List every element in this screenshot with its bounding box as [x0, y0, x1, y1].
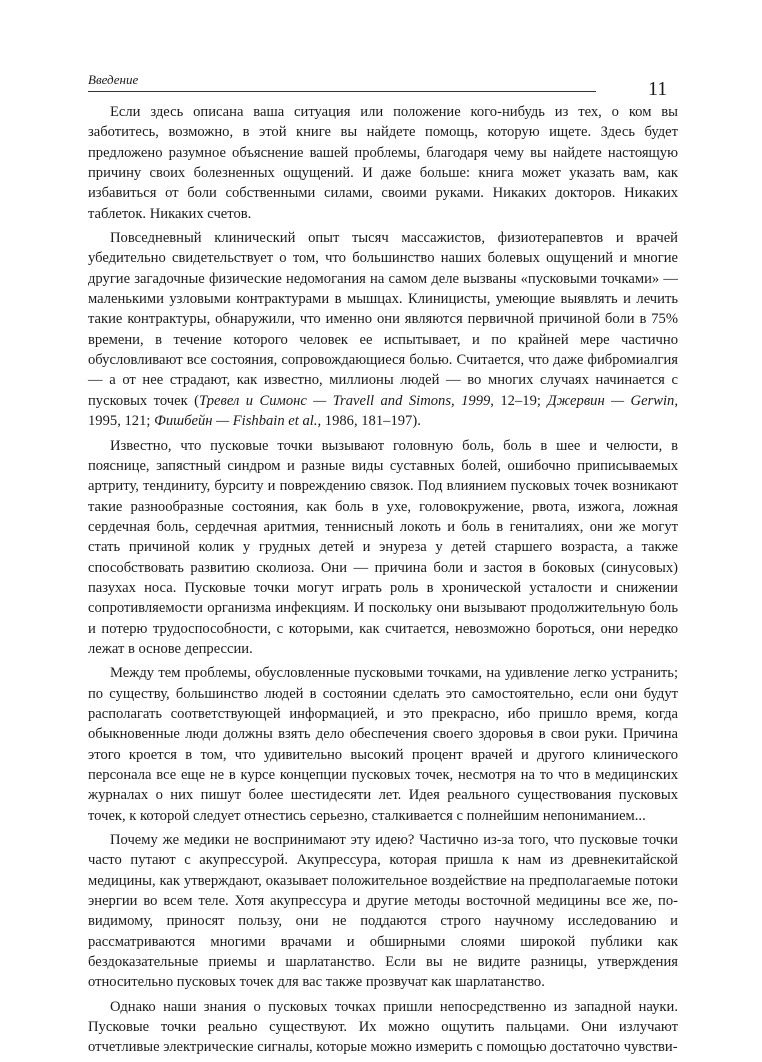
paragraph-5 — [88, 830, 678, 993]
paragraph-text: Почему же медики не воспринимают эту идею? Частично из-за того, что пусковые точки часто путают с акупрессурой. Акупрессура, которая пришла к нам из древнекитайской медицины, как утверждают, оказывает положительное воздействие на предполагаемые потоки энергии во всем теле. Хотя акупрессура и другие методы восточной медицины все же, по-видимому, приносят пользу, они не поддаются строго научному исследованию и рассматриваются многими врачами и обширными слоями широкой публики как бездоказательные приемы и шарлатанство. Если вы не видите разницы, утверждения относительно пусковых точек для вас также прозвучат как шарлатанство. — [88, 832, 678, 991]
paragraph-2 — [88, 228, 678, 431]
citation-italic: Джервин — Gerwin, — [547, 392, 678, 409]
paragraph-4 — [88, 663, 678, 826]
citation-pages: , 12–19; — [490, 392, 548, 409]
citation-pages: 1986, 181–197). — [321, 413, 421, 430]
page-number: 11 — [648, 78, 668, 100]
paragraph-text: Известно, что пусковые точки вызывают головную боль, боль в шее и челюсти, в пояснице, запястный синдром и разные виды суставных болей, ошибочно приписываемых артриту, тендиниту, бурситу и повреждению связок. Под влиянием пусковых точек возникают такие разнообразные состояния, как боль в ухе, головокружение, рвота, изжога, ложная сердечная боль, сердечная аритмия, теннисный локоть и боль в гениталиях, они же могут стать причиной колик у грудных детей и энуреза у детей старшего возраста, а также способствовать развитию сколиоза. Они — причина боли и застоя в боковых (синусовых) пазухах носа. Пусковые точки могут играть роль в хронической усталости и снижении сопротивляемости организма инфекциям. И поскольку они вызывают продолжительную боль и потерю трудоспособности, с которыми, как считается, невозможно бороться, они нередко лежат в основе депрессии. — [88, 437, 678, 657]
body-text — [88, 102, 678, 1062]
citation-italic: Тревел и Симонс — Travell and Simons, 1999 — [198, 392, 491, 409]
paragraph-text: Между тем проблемы, обусловленные пусковыми точками, на удивление легко устранить; по существу, большинство людей в состоянии сделать это самостоятельно, если они будут располагать соответствующей информацией, и это прекрасно, ибо пришло время, когда обыкновенные люди должны взять дело обеспечения своего здоровья в свои руки. Причина этого кроется в том, что удивительно высокий процент врачей и другого клинического персонала все еще не в курсе концепции пусковых точек, несмотря на то что в медицинских журналах о них пишут более шестидесяти лет. Идея реального существования пусковых точек, к которой следует отнестись серьезно, сталкивается с полнейшим непониманием... — [88, 665, 678, 824]
citation-italic: Фишбейн — Fishbain et al., — [154, 413, 322, 430]
paragraph-text: Если здесь описана ваша ситуация или положение кого-нибудь из тех, о ком вы заботитесь, возможно, в этой книге вы найдете помощь, которую ищете. Здесь будет предложено разумное объяснение вашей проблемы, благодаря чему вы найдете настоящую причину своих болезненных ощущений. И даже больше: книга может указать вам, как избавиться от боли собственными силами, своими руками. Никаких докторов. Никаких таблеток. Никаких счетов. — [88, 104, 678, 222]
running-head: Введение — [88, 72, 596, 92]
citation-pages: 1995, 121; — [88, 413, 155, 430]
paragraph-text: Повседневный клинический опыт тысяч массажистов, физиотерапевтов и врачей убедительно свидетельствует о том, что большинство наших болевых ощущений и многие другие загадочные физические недомогания на самом деле вызваны «пусковыми точками» — маленькими узловыми контрактурами в мышцах. Клиницисты, умеющие выявлять и лечить такие контрактуры, обнаружили, что именно они являются первичной причиной боли в 75% времени, в течение которого человек ее испытывает, и по крайней мере частично обусловливают все состояния, сопровождающиеся болью. Считается, что даже фибромиалгия — а от нее страдают, как известно, миллионы людей — во многих случаях начинается с пусковых точек ( — [88, 230, 678, 409]
paragraph-text: Однако наши знания о пусковых точках пришли непосредственно из западной науки. Пусковые точки реально существуют. Их можно ощутить пальцами. Они излучают отчетливые электрические сигналы, которые можно измерить с помощью достаточно чувстви- — [88, 998, 678, 1056]
paragraph-3 — [88, 436, 678, 660]
paragraph-1 — [88, 102, 678, 224]
paragraph-6 — [88, 997, 678, 1058]
